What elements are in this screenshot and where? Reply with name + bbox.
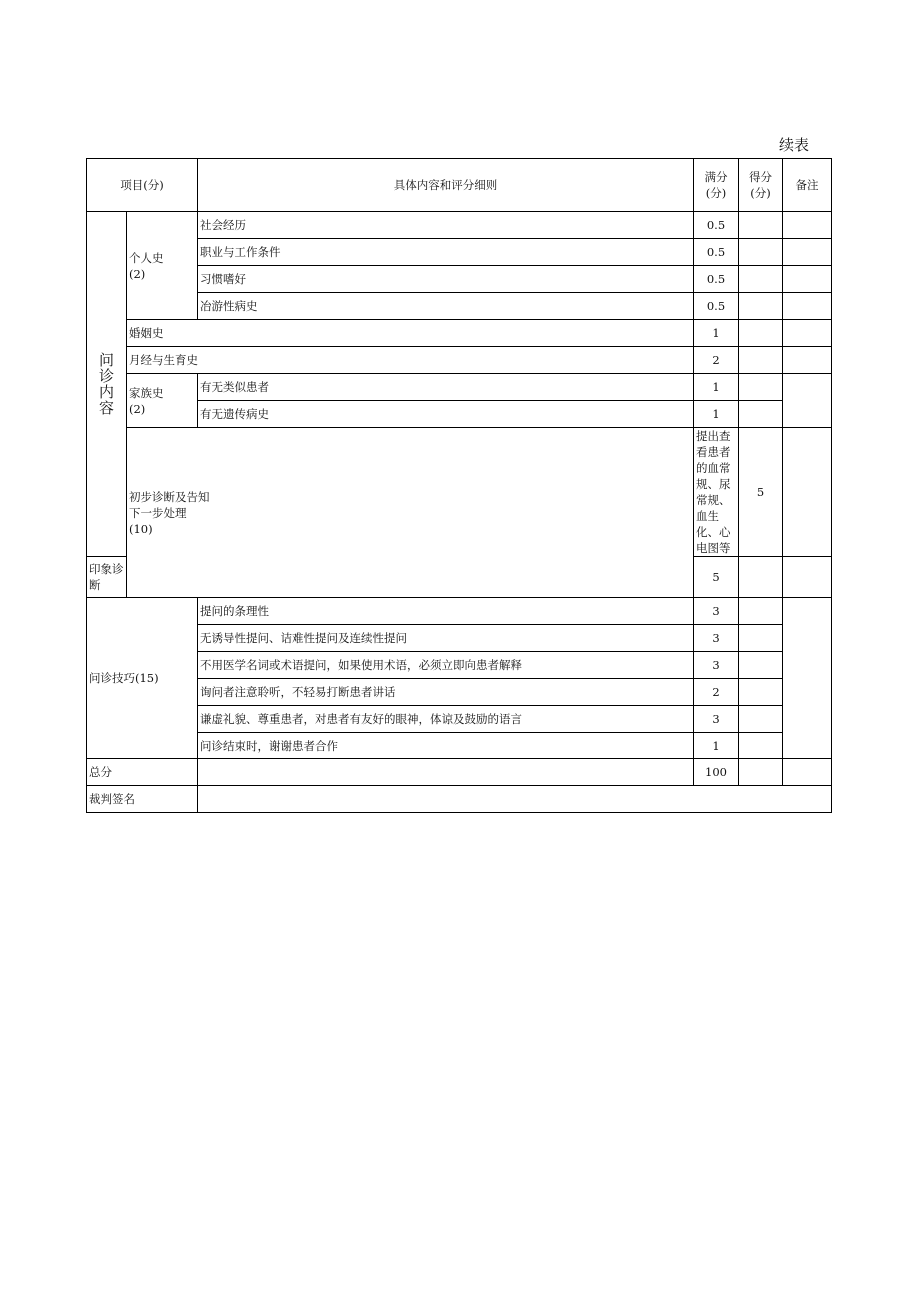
item-content: 有无类似患者 bbox=[198, 374, 694, 401]
item-full-score: 3 bbox=[694, 598, 739, 625]
header-remark: 备注 bbox=[783, 159, 832, 212]
score-cell[interactable] bbox=[739, 557, 783, 598]
item-content: 无诱导性提问、诘难性提问及连续性提问 bbox=[198, 625, 694, 652]
total-score-cell[interactable] bbox=[739, 759, 783, 786]
remark-cell[interactable] bbox=[783, 347, 832, 374]
score-cell[interactable] bbox=[739, 706, 783, 733]
item-content: 社会经历 bbox=[198, 212, 694, 239]
item-content: 询问者注意聆听，不轻易打断患者讲话 bbox=[198, 679, 694, 706]
remark-cell[interactable] bbox=[783, 266, 832, 293]
total-content bbox=[198, 759, 694, 786]
score-cell[interactable] bbox=[739, 212, 783, 239]
header-content: 具体内容和评分细则 bbox=[198, 159, 694, 212]
continued-label: 续表 bbox=[779, 136, 810, 154]
total-full-score: 100 bbox=[694, 759, 739, 786]
table-row bbox=[87, 733, 832, 759]
table-row bbox=[87, 266, 832, 293]
table-row bbox=[87, 320, 832, 347]
total-label: 总分 bbox=[87, 759, 198, 786]
table-row bbox=[87, 293, 832, 320]
item-full-score: 1 bbox=[694, 401, 739, 428]
score-cell[interactable] bbox=[739, 266, 783, 293]
table-row bbox=[87, 374, 832, 401]
remark-cell[interactable] bbox=[783, 212, 832, 239]
header-full-score: 满分 (分) bbox=[694, 159, 739, 212]
skills-label: 问诊技巧(15) bbox=[87, 598, 198, 759]
score-cell[interactable] bbox=[739, 293, 783, 320]
signature-label: 裁判签名 bbox=[87, 786, 198, 813]
item-full-score: 1 bbox=[694, 733, 739, 759]
item-full-score: 3 bbox=[694, 652, 739, 679]
item-content: 提问的条理性 bbox=[198, 598, 694, 625]
total-row bbox=[87, 759, 832, 786]
item-content: 职业与工作条件 bbox=[198, 239, 694, 266]
remark-cell[interactable] bbox=[783, 320, 832, 347]
score-cell[interactable] bbox=[783, 428, 832, 557]
table-row bbox=[87, 598, 832, 625]
table-row bbox=[87, 212, 832, 239]
item-full-score: 0.5 bbox=[694, 266, 739, 293]
signature-row bbox=[87, 786, 832, 813]
table-row bbox=[87, 625, 832, 652]
score-cell[interactable] bbox=[739, 652, 783, 679]
remark-cell[interactable] bbox=[783, 374, 832, 428]
item-full-score: 2 bbox=[694, 679, 739, 706]
item-content: 不用医学名词或术语提问，如果使用术语，必须立即向患者解释 bbox=[198, 652, 694, 679]
table-row bbox=[87, 239, 832, 266]
remark-cell[interactable] bbox=[783, 293, 832, 320]
header-item: 项目(分) bbox=[87, 159, 198, 212]
score-cell[interactable] bbox=[739, 733, 783, 759]
remark-cell[interactable] bbox=[783, 239, 832, 266]
diagnosis-label: 初步诊断及告知 下一步处理 (10) bbox=[127, 428, 694, 598]
item-content: 冶游性病史 bbox=[198, 293, 694, 320]
item-full-score: 3 bbox=[694, 706, 739, 733]
scoring-table bbox=[86, 158, 832, 813]
score-cell[interactable] bbox=[739, 347, 783, 374]
item-content: 谦虚礼貌、尊重患者，对患者有友好的眼神，体谅及鼓励的语言 bbox=[198, 706, 694, 733]
item-full-score: 2 bbox=[694, 347, 739, 374]
score-cell[interactable] bbox=[739, 598, 783, 625]
score-cell[interactable] bbox=[739, 401, 783, 428]
item-full-score: 0.5 bbox=[694, 212, 739, 239]
score-cell[interactable] bbox=[739, 320, 783, 347]
table-row bbox=[87, 706, 832, 733]
remark-cell[interactable] bbox=[783, 759, 832, 786]
table-row bbox=[87, 652, 832, 679]
score-cell[interactable] bbox=[739, 679, 783, 706]
item-content: 提出查看患者的血常规、尿常规、血生化、心电图等 bbox=[694, 428, 739, 557]
table-row bbox=[87, 428, 832, 557]
item-full-score: 0.5 bbox=[694, 239, 739, 266]
item-content: 问诊结束时，谢谢患者合作 bbox=[198, 733, 694, 759]
item-full-score: 3 bbox=[694, 625, 739, 652]
item-full-score: 1 bbox=[694, 320, 739, 347]
menstrual-history-label: 月经与生育史 bbox=[127, 347, 694, 374]
item-content: 习惯嗜好 bbox=[198, 266, 694, 293]
item-content: 有无遗传病史 bbox=[198, 401, 694, 428]
header-score: 得分 (分) bbox=[739, 159, 783, 212]
header-row bbox=[87, 159, 832, 212]
item-full-score: 1 bbox=[694, 374, 739, 401]
score-cell[interactable] bbox=[739, 625, 783, 652]
personal-history-label: 个人史 (2) bbox=[127, 212, 198, 320]
family-history-label: 家族史 (2) bbox=[127, 374, 198, 428]
table-row bbox=[87, 679, 832, 706]
item-content: 印象诊断 bbox=[87, 557, 127, 598]
item-full-score: 5 bbox=[694, 557, 739, 598]
item-full-score: 5 bbox=[739, 428, 783, 557]
table-row bbox=[87, 401, 832, 428]
signature-field[interactable] bbox=[198, 786, 832, 813]
score-cell[interactable] bbox=[739, 374, 783, 401]
remark-cell[interactable] bbox=[783, 598, 832, 759]
table-row bbox=[87, 347, 832, 374]
marital-history-label: 婚姻史 bbox=[127, 320, 694, 347]
score-cell[interactable] bbox=[739, 239, 783, 266]
inquiry-section-title: 问 诊 内 容 bbox=[87, 212, 127, 557]
item-full-score: 0.5 bbox=[694, 293, 739, 320]
